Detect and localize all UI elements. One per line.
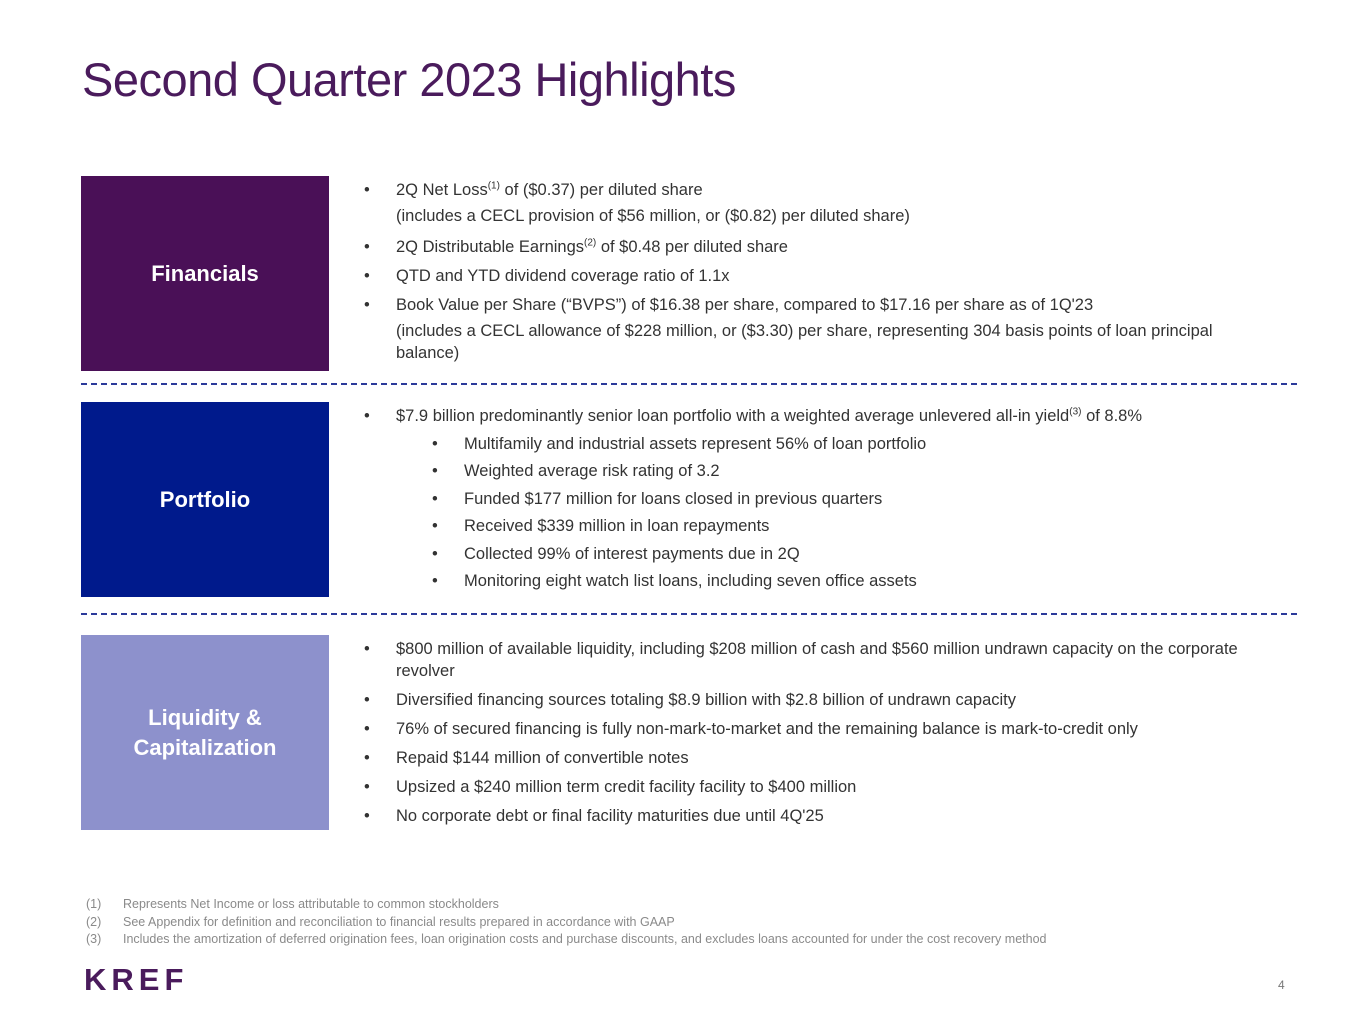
portfolio-subbullet: • Monitoring eight watch list loans, including seven office assets: [432, 572, 917, 590]
bullet: •: [364, 691, 370, 709]
bullet: •: [432, 572, 438, 590]
bullet: •: [432, 489, 438, 508]
financials-net-loss-note: (includes a CECL provision of $56 million, or ($0.82) per diluted share): [396, 207, 910, 225]
footnotes: [86, 896, 1046, 949]
liquidity-bullet: • Repaid $144 million of convertible notes: [364, 749, 689, 767]
section-divider: [81, 613, 1297, 615]
financials-bullet-net-loss: • 2Q Net Loss$^{(1)}$ of ($0.37) per diluted share: [364, 180, 703, 199]
bullet: •: [364, 181, 370, 199]
bullet: •: [364, 640, 370, 658]
financials-bullet-distributable-earnings: • 2Q Distributable Earnings$^{(2)}$ of $0.48 per diluted share: [364, 237, 788, 256]
page-number: 4: [1278, 978, 1285, 992]
liquidity-bullet: • Upsized a $240 million term credit facility facility to $400 million: [364, 778, 857, 796]
company-logo: KREF: [84, 962, 189, 997]
financials-section: [364, 179, 1264, 373]
liquidity-section: [364, 638, 1244, 834]
liquidity-bullet: • No corporate debt or final facility maturities due until 4Q'25: [364, 807, 824, 825]
financials-label: Financials: [151, 260, 259, 286]
bullet: •: [364, 267, 370, 285]
bullet: •: [432, 434, 438, 453]
financials-bullet-bvps: • Book Value per Share (“BVPS”) of $16.38 per share, compared to $17.16 per share as of 1Q'23: [364, 296, 1094, 314]
bullet: •: [432, 544, 438, 563]
portfolio-subbullet: • Weighted average risk rating of 3.2: [432, 462, 720, 480]
portfolio-bullet-loan-portfolio: • $7.9 billion predominantly senior loan portfolio with a weighted average unlevered all-in yield$^{(3)}$ of 8.8%: [364, 406, 1143, 425]
page-title: Second Quarter 2023 Highlights: [82, 53, 736, 106]
bullet: •: [364, 778, 370, 796]
portfolio-section: [364, 405, 1264, 598]
footnote: (1) Represents Net Income or loss attributable to common stockholders: [86, 897, 499, 911]
bullet: •: [364, 720, 370, 738]
financials-bvps-note: (includes a CECL allowance of $228 million, or ($3.30) per share, representing 304 basis points of loan principal balance): [396, 322, 1213, 362]
portfolio-subbullet: • Received $339 million in loan repayments: [432, 517, 770, 535]
bullet: •: [364, 807, 370, 825]
section-divider: [81, 383, 1297, 385]
footnote: (2) See Appendix for definition and reconciliation to financial results prepared in accordance with GAAP: [86, 914, 675, 929]
bullet: •: [432, 462, 438, 480]
liquidity-bullet: • 76% of secured financing is fully non-mark-to-market and the remaining balance is mark-to-credit only: [364, 720, 1138, 738]
portfolio-subbullet: • Funded $177 million for loans closed in previous quarters: [432, 489, 883, 508]
portfolio-label-box: [81, 402, 329, 597]
portfolio-subbullet: • Multifamily and industrial assets represent 56% of loan portfolio: [432, 434, 927, 453]
liquidity-bullet: • Diversified financing sources totaling $8.9 billion with $2.8 billion of undrawn capacity: [364, 691, 1017, 709]
bullet: •: [364, 238, 370, 256]
bullet: •: [364, 407, 370, 425]
liquidity-bullet: • $800 million of available liquidity, including $208 million of cash and $560 million undrawn capacity on the corporate revolver: [364, 640, 1238, 680]
bullet: •: [364, 749, 370, 767]
financials-label-box: [81, 176, 329, 371]
bullet: •: [432, 517, 438, 535]
financials-bullet-dividend-coverage: • QTD and YTD dividend coverage ratio of 1.1x: [364, 267, 730, 285]
footnote: (3) Includes the amortization of deferred origination fees, loan origination costs and purchase discounts, and excludes loans accounted for under the cost recovery method: [86, 932, 1047, 946]
portfolio-label: Portfolio: [159, 486, 251, 512]
bullet: •: [364, 296, 370, 314]
portfolio-subbullet: • Collected 99% of interest payments due in 2Q: [432, 544, 800, 563]
liquidity-label-box: [81, 635, 329, 830]
liquidity-label: Liquidity & Capitalization: [133, 704, 277, 760]
